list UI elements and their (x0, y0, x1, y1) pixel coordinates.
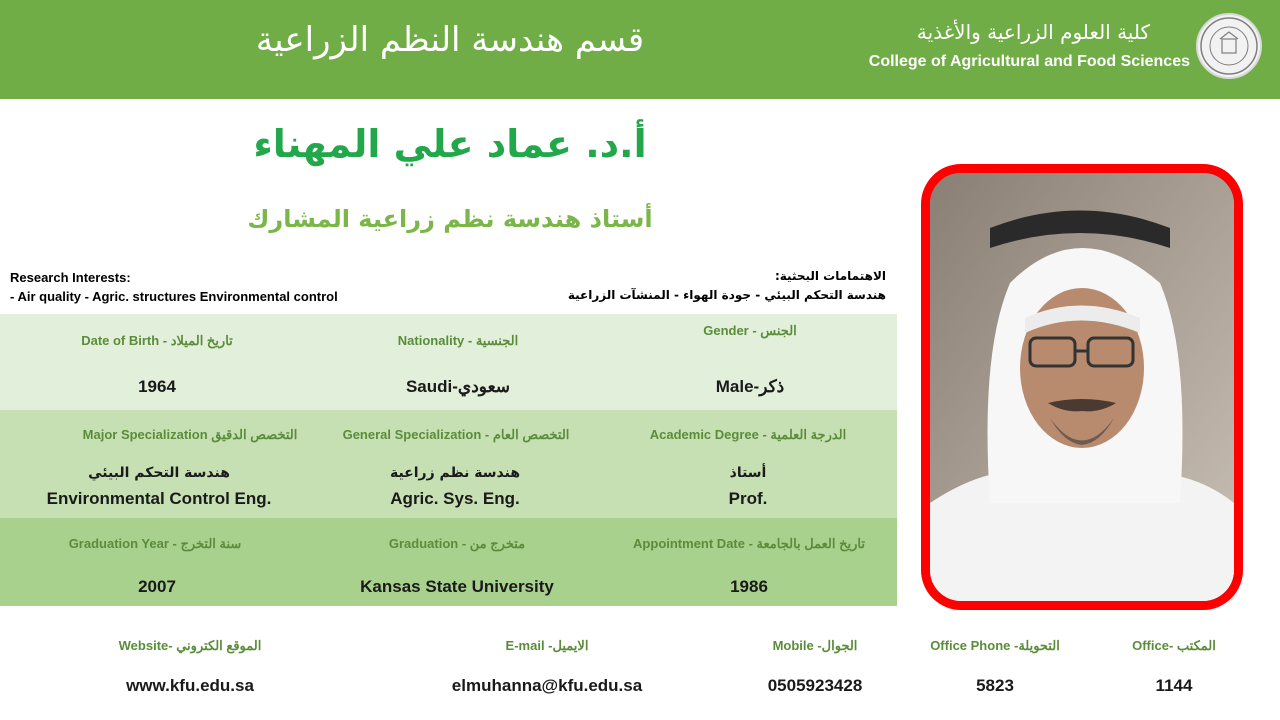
academic-degree-label: Academic Degree - الدرجة العلمية (649, 427, 847, 442)
research-interests-english (10, 268, 338, 306)
general-specialization-label: General Specialization - التخصص العام (342, 427, 570, 442)
academic-degree-value-ar: أستاذ (729, 465, 767, 481)
email-label: E-mail -الايميل (505, 638, 589, 653)
research-heading-en: Research Interests: (10, 270, 131, 285)
office-value: 1144 (1155, 676, 1193, 695)
research-items-en: - Air quality - Agric. structures Environmental control (10, 289, 338, 304)
appointment-date-label: Appointment Date - تاريخ العمل بالجامعة (633, 536, 865, 551)
website-label: Website- الموقع الكتروني (118, 638, 262, 653)
details-row-2 (0, 410, 897, 518)
major-specialization-label: Major Specialization التخصص الدقيق (82, 427, 298, 442)
graduation-value: Kansas State University (360, 577, 554, 596)
dob-value: 1964 (138, 377, 176, 396)
website-link[interactable]: www.kfu.edu.sa (126, 676, 254, 695)
department-title: قسم هندسة النظم الزراعية (255, 20, 645, 60)
dob-label: Date of Birth - تاريخ الميلاد (81, 333, 233, 348)
academic-degree-value-en: Prof. (728, 489, 768, 508)
graduation-year-value: 2007 (138, 577, 176, 596)
research-heading-ar: الاهتمامات البحثية: (774, 269, 886, 283)
mobile-value: 0505923428 (767, 676, 863, 695)
university-seal-icon (1196, 13, 1262, 79)
details-row-1 (0, 314, 897, 410)
nationality-value: Saudi-سعودي (405, 377, 511, 396)
gender-label: Gender - الجنس (703, 323, 797, 338)
header-bar (0, 0, 1280, 99)
research-interests-arabic (568, 267, 886, 305)
details-row-3 (0, 518, 897, 606)
office-phone-label: Office Phone -التحويلة (930, 638, 1060, 653)
email-link[interactable]: elmuhanna@kfu.edu.sa (451, 676, 643, 695)
professor-name: أ.د. عماد علي المهناء (253, 122, 647, 166)
general-specialization-value-en: Agric. Sys. Eng. (390, 489, 520, 508)
major-specialization-value-ar: هندسة التحكم البيئي (88, 465, 230, 481)
professor-title: أستاذ هندسة نظم زراعية المشارك (247, 205, 653, 233)
general-specialization-value-ar: هندسة نظم زراعية (389, 465, 521, 481)
major-specialization-value-en: Environmental Control Eng. (46, 489, 272, 508)
research-items-ar: هندسة التحكم البيئي - جودة الهواء - المنشآت الزراعية (567, 288, 886, 302)
college-name-english: College of Agricultural and Food Sciences (868, 53, 1190, 70)
graduation-label: Graduation - متخرج من (388, 536, 526, 551)
appointment-date-value: 1986 (730, 577, 768, 596)
graduation-year-label: Graduation Year - سنة التخرج (68, 536, 242, 551)
college-name-arabic: كلية العلوم الزراعية والأغذية (916, 20, 1150, 44)
gender-value: Male-ذكر (715, 377, 785, 396)
portrait-photo-icon (921, 164, 1243, 610)
mobile-label: Mobile -الجوال (772, 638, 858, 653)
nationality-label: Nationality - الجنسية (397, 333, 519, 348)
office-phone-value: 5823 (976, 676, 1014, 695)
office-label: Office- المكتب (1132, 638, 1216, 653)
